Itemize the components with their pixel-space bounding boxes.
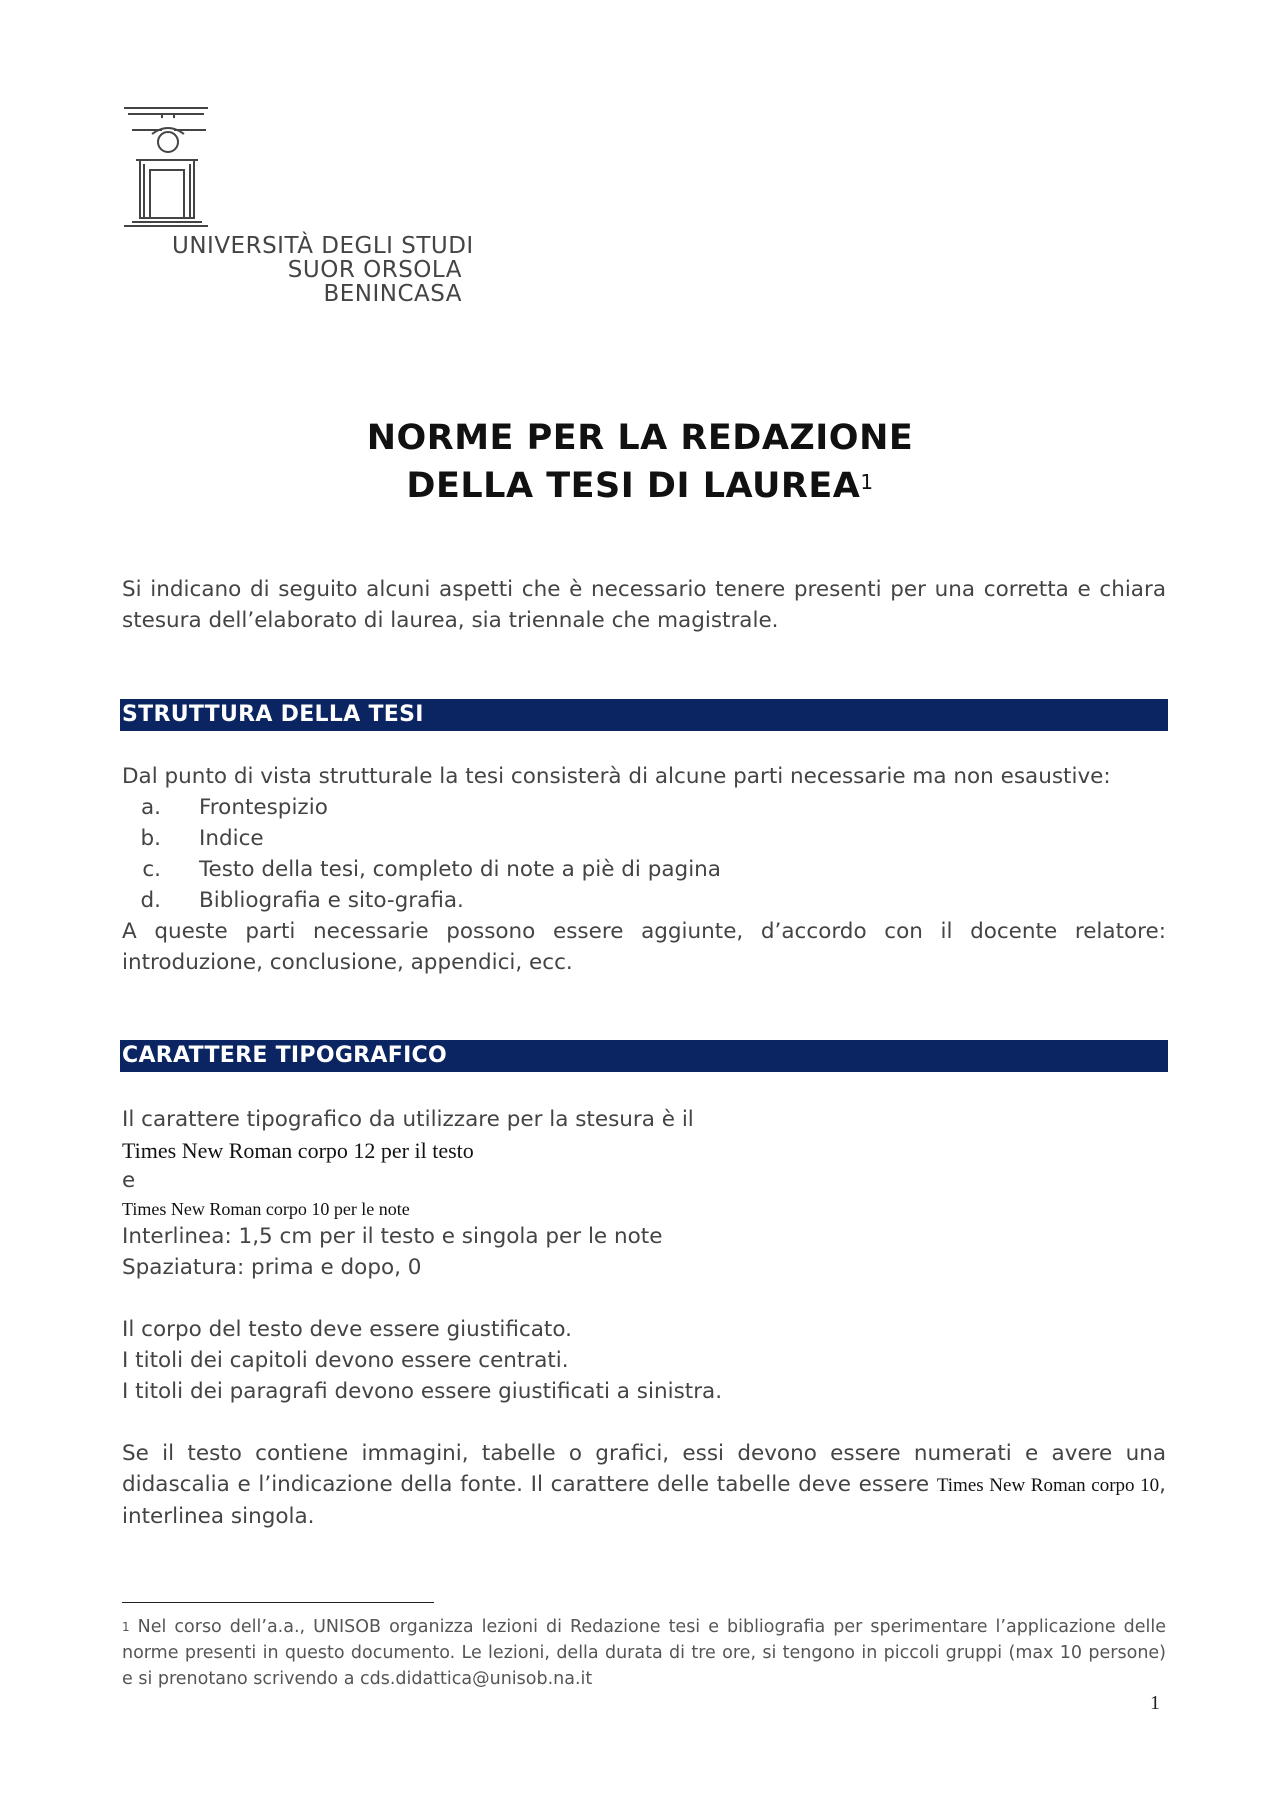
paragrafi-line: I titoli dei paragrafi devono essere giustificati a sinistra. <box>122 1379 723 1404</box>
list-item <box>122 823 1162 854</box>
list-item <box>122 885 1162 916</box>
title-line-2 <box>300 462 980 510</box>
list-marker: c. <box>142 857 161 882</box>
footnote <box>122 1614 1166 1692</box>
section-heading-struttura: STRUTTURA DELLA TESI <box>120 699 1168 731</box>
title-line-2-text: DELLA TESI DI LAUREA <box>406 466 861 506</box>
document-title <box>300 414 980 510</box>
intro-paragraph: Si indicano di seguito alcuni aspetti che è necessario tenere presenti per una corretta e chiara stesura dell’elaborato di laurea, sia triennale che magistrale. <box>122 577 1166 633</box>
immagini-times-sample: Times New Roman corpo 10 <box>936 1475 1160 1496</box>
immagini-text-a: Se il testo contiene immagini, tabelle o grafici, essi devono essere numerati e avere una didascalia e l’indicazione della fonte. Il carattere delle tabelle deve essere <box>122 1441 1166 1497</box>
carattere-conj: e <box>122 1168 136 1193</box>
spaziatura-line: Spaziatura: prima e dopo, 0 <box>122 1255 422 1280</box>
page-number: 1 <box>1150 1692 1160 1714</box>
list-item-text: Frontespizio <box>199 795 328 820</box>
university-name-line-1: UNIVERSITÀ DEGLI STUDI <box>172 233 474 259</box>
times-10-sample: Times New Roman corpo 10 per le note <box>122 1199 410 1219</box>
list-item-text: Indice <box>199 826 264 851</box>
list-marker: a. <box>140 795 161 820</box>
footnote-marker: 1 <box>122 1620 130 1634</box>
list-marker: b. <box>140 826 161 851</box>
list-item-text: Bibliografia e sito-grafia. <box>199 888 464 913</box>
immagini-paragraph <box>122 1438 1166 1532</box>
immagini-text-b: , interlinea singola. <box>122 1472 1167 1529</box>
list-item <box>122 792 1162 823</box>
title-line-1: NORME PER LA REDAZIONE <box>366 418 914 458</box>
footnote-text: Nel corso dell’a.a., UNISOB organizza lezioni di Redazione tesi e bibliografia per sperimentare l’applicazione delle norme presenti in questo documento. Le lezioni, della durata di tre ore, si tengono in piccoli gruppi (max 10 persone) e si prenotano scrivendo a cds.didattica@unisob.na.it <box>122 1617 1166 1689</box>
footnote-ref[interactable]: 1 <box>860 470 874 494</box>
capitoli-line: I titoli dei capitoli devono essere centrati. <box>122 1348 569 1373</box>
footnote-separator <box>122 1602 434 1603</box>
carattere-line-1: Il carattere tipografico da utilizzare per la stesura è il <box>122 1107 694 1132</box>
university-name-line-3: BENINCASA <box>323 281 462 307</box>
university-logo <box>122 104 474 319</box>
section-heading-carattere: CARATTERE TIPOGRAFICO <box>120 1040 1168 1072</box>
interlinea-line: Interlinea: 1,5 cm per il testo e singola per le note <box>122 1224 663 1249</box>
list-item <box>122 854 1162 885</box>
struttura-closing: A queste parti necessarie possono essere aggiunte, d’accordo con il docente relatore: introduzione, conclusione, appendici, ecc. <box>122 919 1166 975</box>
times-12-sample: Times New Roman corpo 12 per il testo <box>122 1138 474 1163</box>
list-item-text: Testo della tesi, completo di note a piè di pagina <box>199 857 721 882</box>
university-emblem-icon <box>122 104 212 228</box>
struttura-list <box>122 792 1162 916</box>
university-name-line-2: SUOR ORSOLA <box>287 257 462 283</box>
giustificato-line: Il corpo del testo deve essere giustificato. <box>122 1317 572 1342</box>
list-marker: d. <box>140 888 161 913</box>
university-name <box>172 233 474 307</box>
struttura-lead: Dal punto di vista strutturale la tesi consisterà di alcune parti necessarie ma non esaustive: <box>122 764 1111 789</box>
